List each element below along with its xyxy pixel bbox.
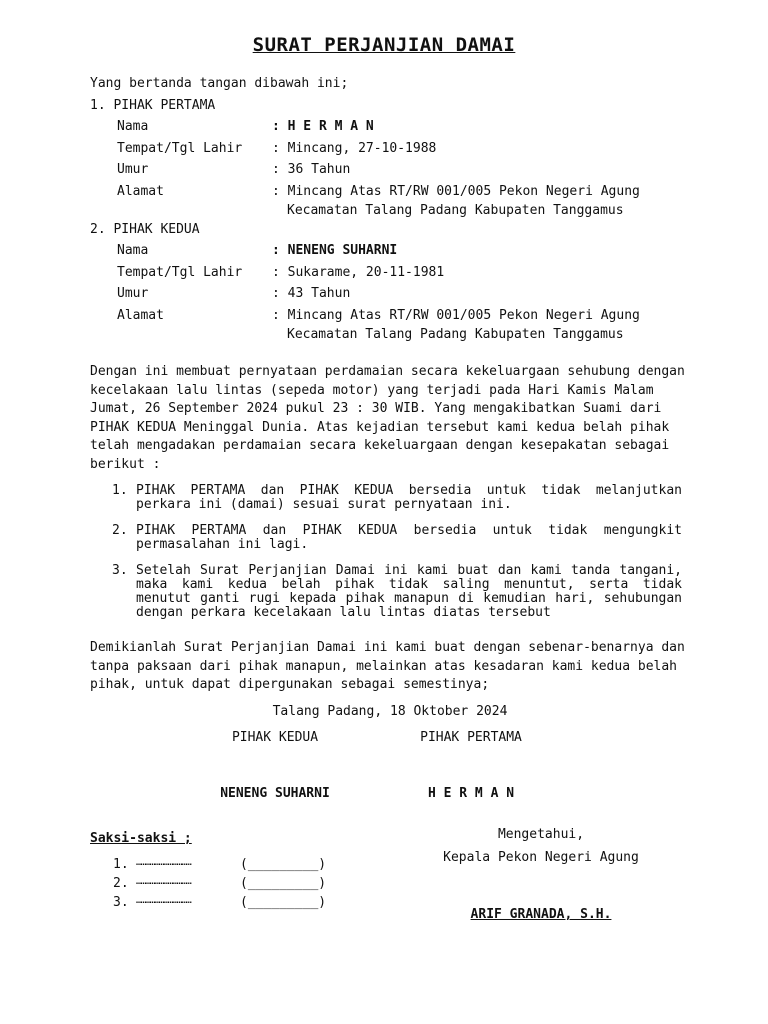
body-paragraph: Dengan ini membuat pernyataan perdamaian secara kekeluargaan sehubung dengan kecelakaan lalu lintas (sepeda motor) yang terjadi pada Hari Kamis Malam Jumat, 26 September 2024 pukul 23 : 30 WIB. Yang mengakibatkan Suami dari PIHAK KEDUA Meninggal Dunia. Atas kejadian tersebut kami kedua belah pihak telah mengadakan perdamaian secara kekeluargaan dengan kesepakatan sebagai berikut : (90, 364, 685, 472)
party-two-address-line2: Kecamatan Talang Padang Kabupaten Tanggamus (287, 327, 624, 342)
acknowledgement-label: Mengetahui, (497, 827, 585, 842)
agreement-text: PIHAK PERTAMA dan PIHAK KEDUA bersedia untuk tidak mengungkit permasalahan ini lagi. (136, 523, 682, 552)
party-one-name-label: Nama (117, 119, 149, 134)
party-one-heading: 1. PIHAK PERTAMA (90, 98, 216, 113)
party-one-name-value: : H E R M A N (272, 119, 374, 134)
party-two-birth-value: : Sukarame, 20-11-1981 (272, 265, 445, 280)
signature-right-label: PIHAK PERTAMA (420, 730, 522, 745)
place-date: Talang Padang, 18 Oktober 2024 (272, 704, 508, 719)
party-one-birth-label: Tempat/Tgl Lahir (117, 141, 243, 156)
witness-number: 3. (113, 895, 129, 910)
party-one-address-line2: Kecamatan Talang Padang Kabupaten Tanggamus (287, 203, 624, 218)
closing-paragraph: Demikianlah Surat Perjanjian Damai ini kami buat dengan sebenar-benarnya dan tanpa paksaan dari pihak manapun, melainkan atas kesadaran kami kedua belah pihak, untuk dapat dipergunakan sebagai semestinya; (90, 640, 685, 693)
witness-dots: ……………………………… (136, 876, 191, 887)
agreement-item (112, 564, 682, 620)
acknowledgement-title: Kepala Pekon Negeri Agung (443, 850, 639, 865)
agreement-item (112, 484, 682, 512)
party-two-age-value: : 43 Tahun (272, 286, 351, 301)
witness-signature-blank: (_________) (240, 857, 327, 872)
intro-text: Yang bertanda tangan dibawah ini; (90, 76, 349, 91)
signature-left-name: NENENG SUHARNI (220, 786, 330, 801)
party-two-heading: 2. PIHAK KEDUA (90, 222, 200, 237)
witness-signature-blank: (_________) (240, 876, 327, 891)
party-one-age-value: : 36 Tahun (272, 162, 351, 177)
agreement-item (112, 524, 682, 552)
witnesses-heading: Saksi-saksi ; (90, 831, 192, 846)
acknowledgement-name: ARIF GRANADA, S.H. (470, 907, 612, 922)
party-two-address-label: Alamat (117, 308, 164, 323)
agreement-text: Setelah Surat Perjanjian Damai ini kami buat dan kami tanda tangani, maka kami kedua belah pihak tidak saling menuntut, serta tidak menutut ganti rugi kepada pihak manapun di kemudian hari, sehubungan dengan perkara kecelakaan lalu lintas diatas tersebut (136, 563, 682, 620)
witness-dots: ……………………………… (136, 857, 191, 868)
agreement-number: 3. (112, 563, 128, 578)
witness-number: 1. (113, 857, 129, 872)
party-one-age-label: Umur (117, 162, 149, 177)
party-two-name-value: : NENENG SUHARNI (272, 243, 398, 258)
party-two-age-label: Umur (117, 286, 149, 301)
witness-number: 2. (113, 876, 129, 891)
party-one-birth-value: : Mincang, 27-10-1988 (272, 141, 437, 156)
party-one-address-label: Alamat (117, 184, 164, 199)
agreement-number: 2. (112, 523, 128, 538)
party-two-birth-label: Tempat/Tgl Lahir (117, 265, 243, 280)
signature-left-label: PIHAK KEDUA (231, 730, 319, 745)
party-one-address-line1: : Mincang Atas RT/RW 001/005 Pekon Negeri Agung (272, 184, 640, 199)
witness-dots: ……………………………… (136, 895, 191, 906)
signature-right-name: H E R M A N (427, 786, 515, 801)
agreement-text: PIHAK PERTAMA dan PIHAK KEDUA bersedia untuk tidak melanjutkan perkara ini (damai) sesuai surat pernyataan ini. (136, 483, 682, 512)
witness-signature-blank: (_________) (240, 895, 327, 910)
party-two-address-line1: : Mincang Atas RT/RW 001/005 Pekon Negeri Agung (272, 308, 640, 323)
document-title: SURAT PERJANJIAN DAMAI (252, 34, 516, 56)
agreement-number: 1. (112, 483, 128, 498)
party-two-name-label: Nama (117, 243, 149, 258)
